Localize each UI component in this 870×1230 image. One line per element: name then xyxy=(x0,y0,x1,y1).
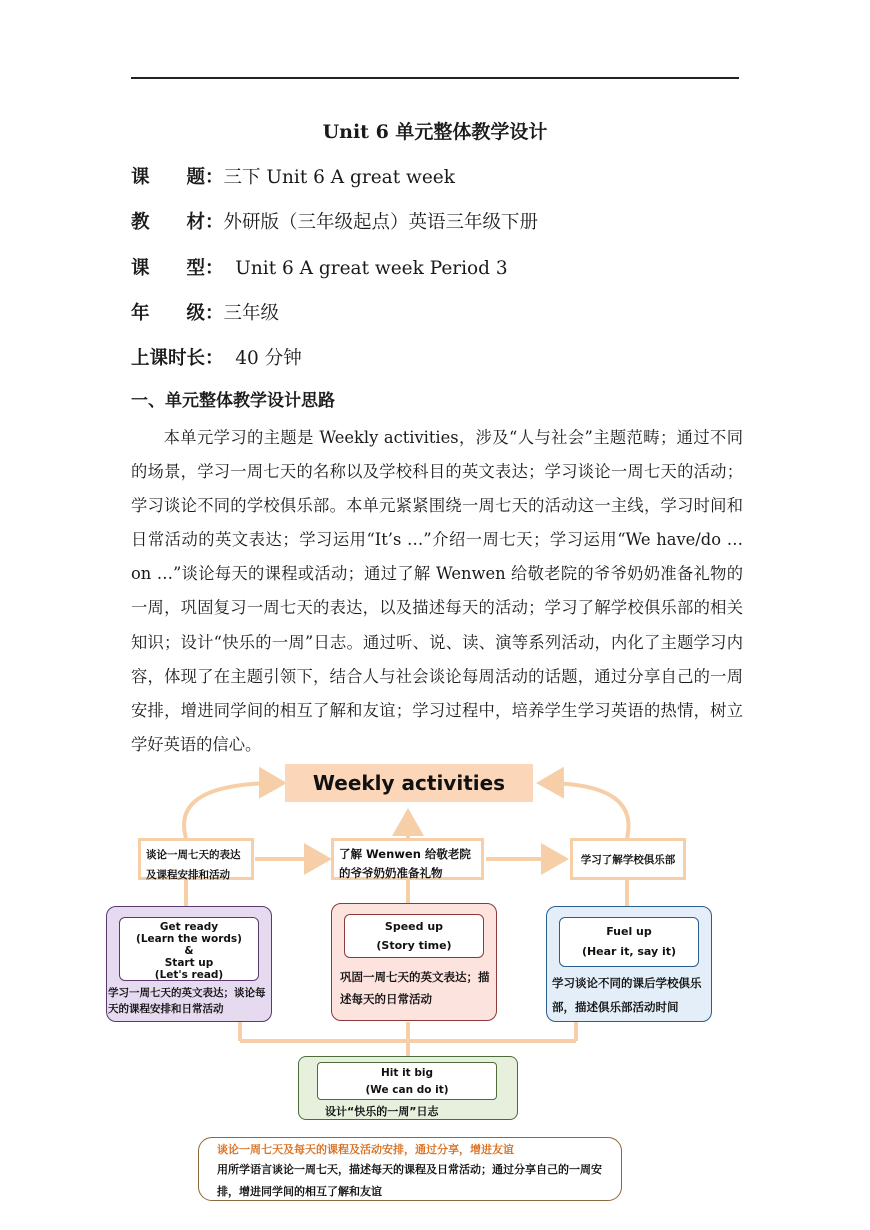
stage-line: Speed up xyxy=(384,920,444,933)
branch-box-clubs xyxy=(570,838,686,880)
branch-box-talk-week xyxy=(138,838,254,880)
meta-value: 外研版（三年级起点）英语三年级下册 xyxy=(223,212,539,233)
meta-value: 三年级 xyxy=(223,303,280,324)
meta-key: 课 题： xyxy=(131,167,224,188)
meta-key: 上课时长： xyxy=(131,348,224,369)
meta-key: 教 材： xyxy=(131,212,224,233)
branch-box-wenwen xyxy=(331,838,484,880)
stage-line: Get ready xyxy=(159,921,219,933)
goal-box xyxy=(198,1137,622,1201)
meta-key: 年 级： xyxy=(131,303,224,324)
meta-topic xyxy=(131,163,455,189)
stage-box-hit-it-big xyxy=(298,1056,518,1120)
meta-lesson-type xyxy=(131,254,508,280)
goal-headline: 谈论一周七天及每天的课程及活动安排，通过分享，增进友谊 xyxy=(217,1143,514,1156)
stage-line: (Hear it, say it) xyxy=(581,945,677,958)
stage-line: Start up xyxy=(164,957,214,969)
stage-line: (Learn the words) xyxy=(136,933,242,945)
meta-textbook xyxy=(131,208,538,234)
meta-duration xyxy=(131,344,302,370)
stage-box-get-ready xyxy=(106,906,272,1022)
stage-desc: 巩固一周七天的英文表达；描述每天的日常活动 xyxy=(340,970,490,1006)
stage-inner xyxy=(344,914,484,958)
stage-box-fuel-up xyxy=(546,906,712,1022)
document-title: Unit 6 单元整体教学设计 xyxy=(322,121,548,143)
diagram-title-box xyxy=(285,764,533,802)
meta-value: 40 分钟 xyxy=(223,348,302,369)
meta-value: Unit 6 A great week Period 3 xyxy=(223,258,508,279)
stage-inner xyxy=(559,917,699,967)
stage-line: & xyxy=(184,945,194,957)
branch-label: 了解 Wenwen 给敬老院的爷爷奶奶准备礼物 xyxy=(339,847,471,880)
goal-text: 用所学语言谈论一周七天，描述每天的课程及日常活动；通过分享自己的一周安排，增进同学间的相互了解和友谊 xyxy=(217,1163,602,1198)
branch-label: 谈论一周七天的表达及课程安排和活动 xyxy=(146,849,241,881)
meta-grade xyxy=(131,299,279,325)
design-paragraph: 本单元学习的主题是 Weekly activities，涉及“人与社会”主题范畴；通过不同的场景，学习一周七天的名称以及学校科目的英文表达；学习谈论一周七天的活动；学习谈论不同的学校俱乐部。本单元紧紧围绕一周七天的活动这一主线，学习时间和日常活动的英文表达；学习运用“It’s …”介绍一周七天；学习运用“We have/do … on …”谈论每天的课程或活动；通过了解 Wenwen 给敬老院的爷爷奶奶准备礼物的一周，巩固复习一周七天的表达，以及描述每天的活动；学习了解学校俱乐部的相关知识；设计“快乐的一周”日志。通过听、说、读、演等系列活动，内化了主题学习内容，体现了在主题引领下，结合人与社会谈论每周活动的话题，通过分享自己的一周安排，增进同学间的相互了解和友谊；学习过程中，培养学生学习英语的热情，树立学好英语的信心。 xyxy=(131,428,743,754)
stage-line: Fuel up xyxy=(606,925,652,938)
stage-box-speed-up xyxy=(331,903,497,1021)
stage-line: Hit it big xyxy=(381,1067,433,1079)
stage-desc: 学习谈论不同的课后学校俱乐部，描述俱乐部活动时间 xyxy=(552,976,702,1014)
stage-desc: 学习一周七天的英文表达；谈论每天的课程安排和日常活动 xyxy=(108,987,266,1015)
stage-line: (Story time) xyxy=(376,939,452,952)
meta-value: 三下 Unit 6 A great week xyxy=(223,167,455,188)
stage-inner xyxy=(317,1062,497,1100)
stage-line: (We can do it) xyxy=(365,1084,449,1096)
stage-line: (Let's read) xyxy=(154,969,224,981)
stage-inner xyxy=(119,917,259,981)
section-heading: 一、单元整体教学设计思路 xyxy=(131,391,335,411)
stage-desc: 设计“快乐的一周”日志 xyxy=(325,1105,439,1118)
header-rule xyxy=(131,77,739,79)
branch-label: 学习了解学校俱乐部 xyxy=(580,853,676,866)
meta-key: 课 型： xyxy=(131,258,224,279)
diagram-title: Weekly activities xyxy=(312,771,506,795)
